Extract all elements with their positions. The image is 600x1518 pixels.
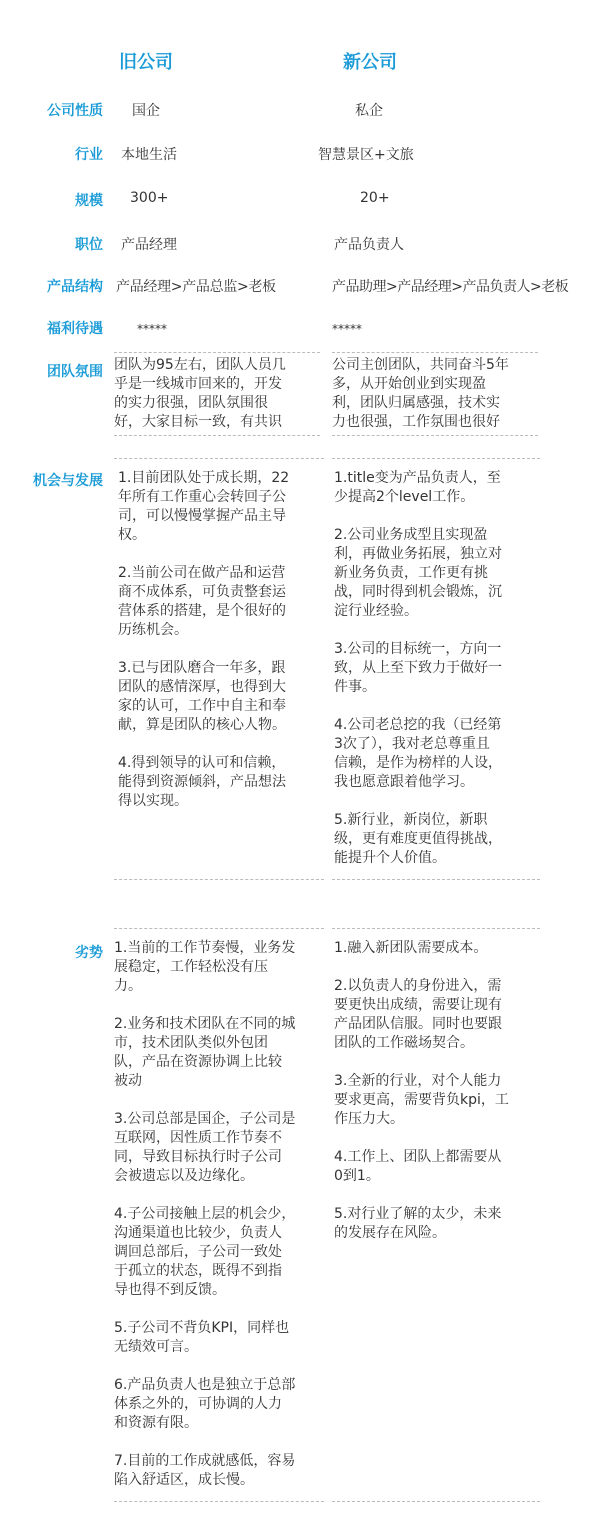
old-weakness-item: 3.公司总部是国企，子公司是 互联网，因性质工作节奏不 同，导致目标执行时子公司 会被遗忘以及边缘化。: [114, 1111, 296, 1184]
old-opportunity-box: [114, 458, 324, 880]
old-position-value: 产品经理: [121, 237, 177, 253]
old-weakness-item: 4.子公司接触上层的机会少， 沟通渠道也比较少，负责人 调回总部后，子公司一致处 于孤立的状态，既得不到指 导也得不到反馈。: [114, 1206, 296, 1298]
old-nature-value: 国企: [132, 103, 160, 119]
row-label-opportunity: 机会与发展: [33, 473, 103, 489]
row-label-structure: 产品结构: [47, 279, 103, 295]
new-opportunity-item: 5.新行业，新岗位，新职 级，更有难度更值得挑战， 能提升个人价值。: [334, 812, 502, 866]
new-nature-value: 私企: [355, 103, 383, 119]
row-label-scale: 规模: [75, 193, 103, 209]
old-team-box: [114, 352, 320, 436]
old-opportunity-item: 4.得到领导的认可和信赖， 能得到资源倾斜，产品想法 得以实现。: [118, 755, 286, 809]
row-label-nature: 公司性质: [47, 103, 103, 119]
old-team-text: 团队为95左右，团队人员几 乎是一线城市回来的，开发 的实力很强，团队氛围很 好，大家目标一致，有共识: [114, 357, 286, 430]
new-industry-value: 智慧景区+文旅: [318, 147, 414, 163]
row-label-position: 职位: [75, 237, 103, 253]
new-position-value: 产品负责人: [334, 237, 404, 253]
old-opportunity-item: 1.目前团队处于成长期，22 年所有工作重心会转回子公 司，可以慢慢掌握产品主导 权。: [118, 470, 290, 543]
old-opportunity-item: 3.已与团队磨合一年多，跟 团队的感情深厚，也得到大 家的认可，工作中自主和奉 献，算是团队的核心人物。: [118, 660, 286, 733]
new-opportunity-item: 1.title变为产品负责人，至 少提高2个level工作。: [334, 470, 501, 505]
new-structure-value: 产品助理>产品经理>产品负责人>老板: [332, 279, 569, 295]
row-label-welfare: 福利待遇: [47, 321, 103, 337]
old-weakness-item: 6.产品负责人也是独立于总部 体系之外的，可协调的人力 和资源有限。: [114, 1377, 296, 1431]
old-industry-value: 本地生活: [121, 147, 177, 163]
new-scale-value: 20+: [360, 190, 390, 206]
new-opportunity-item: 3.公司的目标统一，方向一 致，从上至下致力于做好一 件事。: [334, 641, 502, 695]
new-opportunity-item: 2.公司业务成型且实现盈 利，再做业务拓展，独立对 新业务负责，工作更有挑 战，同时得到机会锻炼，沉 淀行业经验。: [334, 527, 502, 619]
new-weakness-item: 2.以负责人的身份进入，需 要更快出成绩，需要让现有 产品团队信服。同时也要跟 团队的工作磁场契合。: [334, 978, 502, 1051]
old-opportunity-item: 2.当前公司在做产品和运营 商不成体系，可负责整套运 营体系的搭建，是个很好的 历练机会。: [118, 565, 286, 638]
new-welfare-value: *****: [332, 322, 362, 336]
new-team-text: 公司主创团队，共同奋斗5年 多，从开始创业到实现盈 利，团队归属感强，技术实 力也很强，工作氛围也很好: [332, 357, 509, 430]
old-welfare-value: *****: [137, 322, 167, 336]
old-weakness-item: 2.业务和技术团队在不同的城 市，技术团队类似外包团 队，产品在资源协调上比较 被动: [114, 1016, 296, 1089]
new-opportunity-box: [332, 458, 540, 880]
new-weakness-item: 5.对行业了解的太少，未来 的发展存在风险。: [334, 1206, 502, 1241]
old-weakness-box: [114, 928, 324, 1502]
row-label-industry: 行业: [75, 147, 103, 163]
new-opportunity-item: 4.公司老总挖的我（已经第 3次了），我对老总尊重且 信赖，是作为榜样的人设， 我也愿意跟着他学习。: [334, 717, 502, 790]
old-weakness-item: 7.目前的工作成就感低，容易 陷入舒适区，成长慢。: [114, 1453, 296, 1488]
row-label-team: 团队氛围: [47, 364, 103, 380]
new-team-box: [332, 352, 538, 436]
old-structure-value: 产品经理>产品总监>老板: [116, 279, 276, 295]
new-company-header: 新公司: [343, 52, 397, 73]
new-weakness-box: [332, 928, 540, 1502]
new-weakness-item: 4.工作上、团队上都需要从 0到1。: [334, 1149, 502, 1184]
new-weakness-item: 1.融入新团队需要成本。: [334, 940, 488, 956]
new-weakness-item: 3.全新的行业，对个人能力 要求更高，需要背负kpi，工 作压力大。: [334, 1073, 509, 1127]
old-scale-value: 300+: [130, 190, 169, 206]
row-label-weakness: 劣势: [75, 945, 103, 961]
old-weakness-item: 5.子公司不背负KPI，同样也 无绩效可言。: [114, 1320, 290, 1355]
old-company-header: 旧公司: [119, 52, 173, 73]
old-weakness-item: 1.当前的工作节奏慢，业务发 展稳定，工作轻松没有压 力。: [114, 940, 296, 994]
